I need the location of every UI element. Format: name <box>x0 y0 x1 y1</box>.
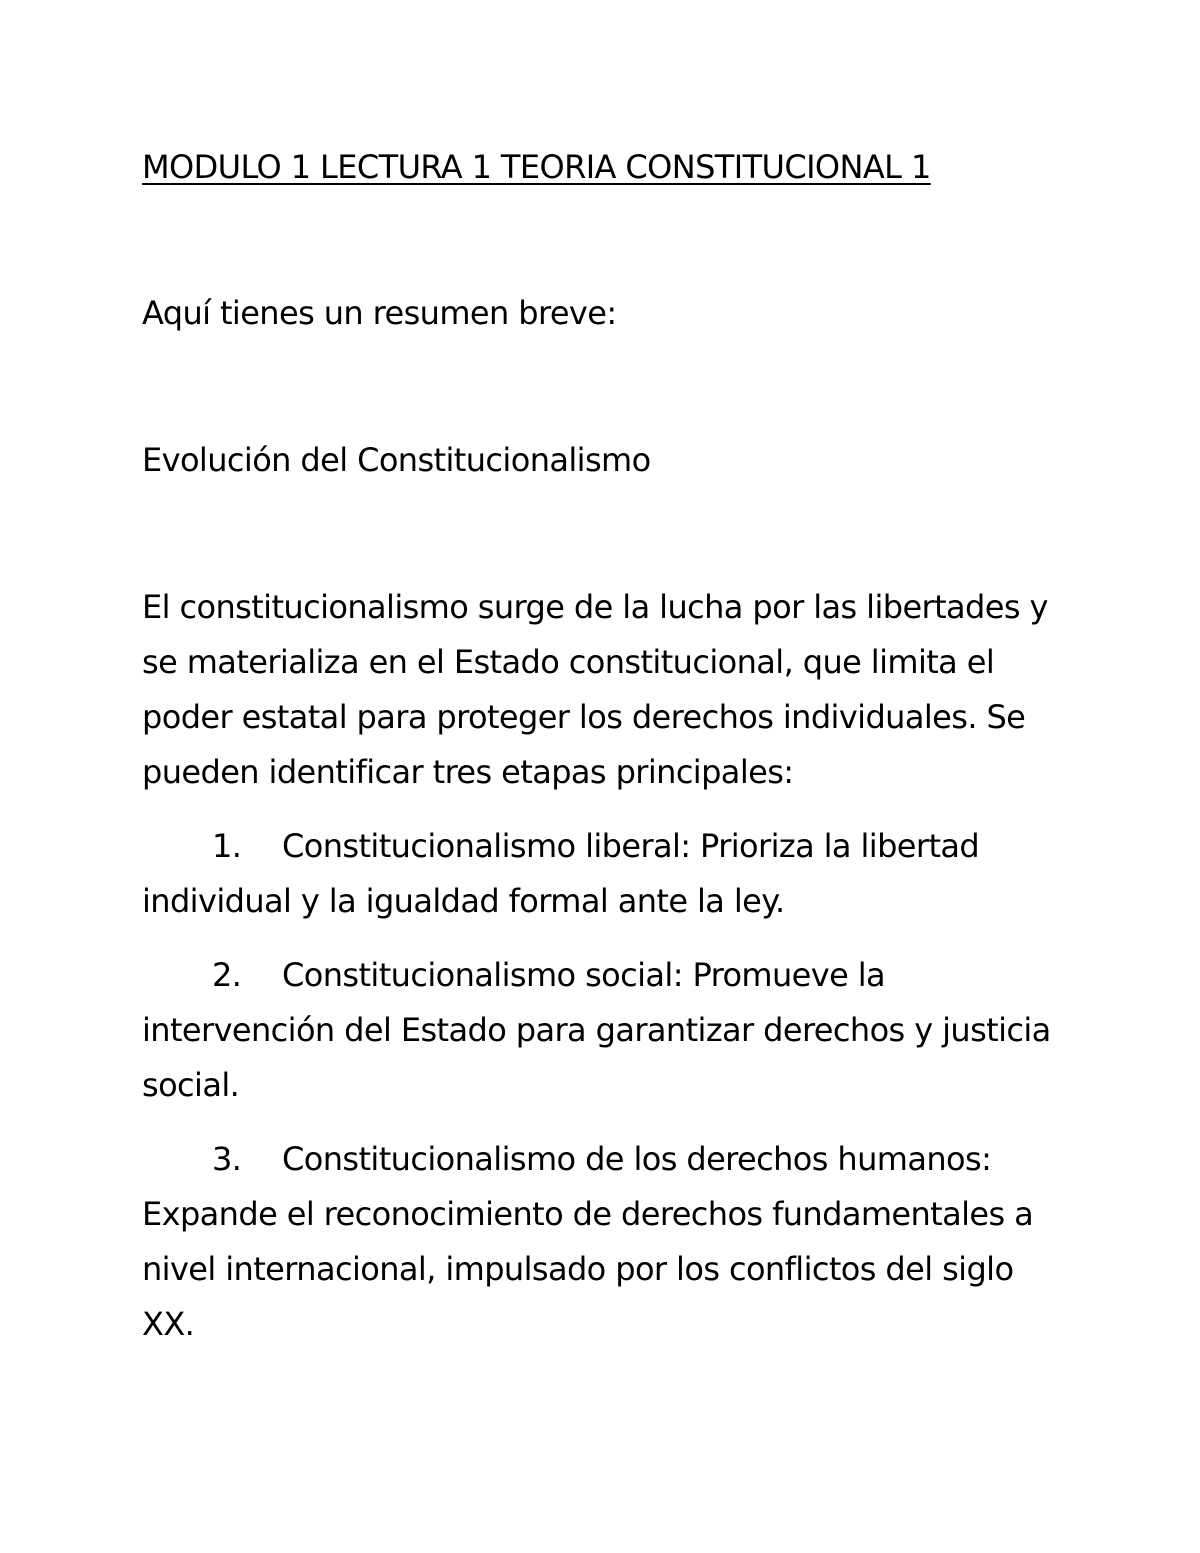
list-number: 1. <box>212 827 242 865</box>
list-number: 3. <box>212 1140 242 1178</box>
document-title: MODULO 1 LECTURA 1 TEORIA CONSTITUCIONAL 1 <box>142 148 931 186</box>
body-paragraph: El constitucionalismo surge de la lucha por las libertades y se materializa en el Estado constitucional, que limita el poder estatal para proteger los derechos individuales. Se pueden identificar tres etapas principales: <box>142 588 1048 791</box>
list-item <box>142 948 1072 1113</box>
document-content <box>142 140 1072 1352</box>
list-item <box>142 1132 1072 1352</box>
list-text: Constitucionalismo liberal: Prioriza la libertad individual y la igualdad formal ante la ley. <box>142 827 980 920</box>
intro-text: Aquí tienes un resumen breve: <box>142 294 617 332</box>
list-item <box>142 819 1072 929</box>
list-number: 2. <box>212 956 242 994</box>
list-text: Constitucionalismo de los derechos humanos: Expande el reconocimiento de derechos fundamentales a nivel internacional, impulsado por los conflictos del siglo XX. <box>142 1140 1034 1343</box>
list-text: Constitucionalismo social: Promueve la intervención del Estado para garantizar derechos y justicia social. <box>142 956 1051 1104</box>
section-heading: Evolución del Constitucionalismo <box>142 441 651 479</box>
